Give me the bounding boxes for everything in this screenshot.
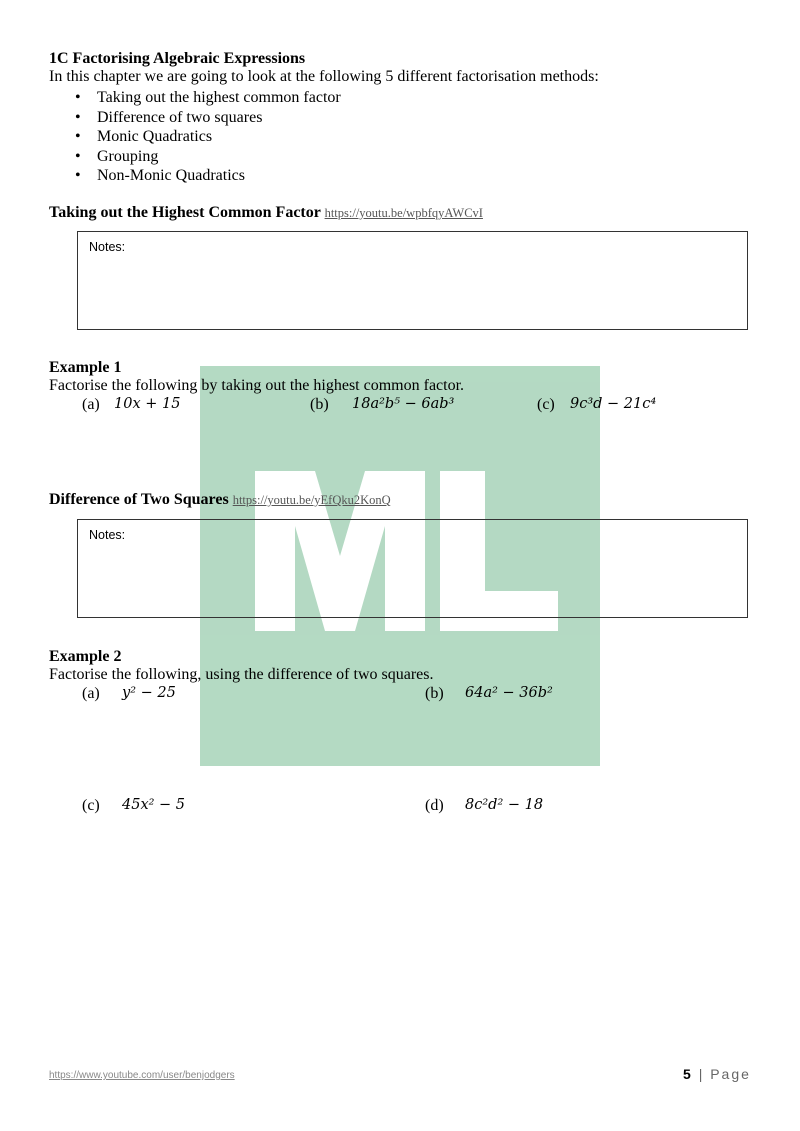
notes-box[interactable] (77, 519, 748, 618)
expression: 45x² − 5 (122, 797, 186, 813)
heading-text: Taking out the Highest Common Factor (49, 204, 321, 221)
expression: 8c²d² − 18 (465, 797, 544, 813)
page-label: | Page (698, 1066, 751, 1082)
page-number (683, 1066, 751, 1082)
item-label: (c) (82, 797, 100, 814)
heading-text: Difference of Two Squares (49, 491, 229, 508)
intro-text: In this chapter we are going to look at the following 5 different factorisation methods: (49, 68, 599, 85)
video-link[interactable]: https://youtu.be/wpbfqyAWCvI (324, 206, 483, 220)
example1-instruction: Factorise the following by taking out the highest common factor. (49, 377, 465, 394)
notes-box[interactable] (77, 231, 748, 330)
page-number-value: 5 (683, 1066, 693, 1082)
item-label: (d) (425, 797, 444, 814)
list-item: • Non-Monic Quadratics (49, 166, 341, 186)
expression: 9c³d − 21c⁴ (570, 396, 657, 412)
expression: y² − 25 (122, 685, 176, 701)
section-heading-dots (49, 491, 391, 509)
expression: 64a² − 36b² (465, 685, 553, 701)
section-heading-hcf (49, 204, 483, 222)
expression: 18a²b⁵ − 6ab³ (352, 396, 455, 412)
footer-link[interactable]: https://www.youtube.com/user/benjodgers (49, 1070, 235, 1081)
notes-label: Notes: (89, 240, 126, 254)
example2-heading: Example 2 (49, 648, 122, 665)
example2-instruction: Factorise the following, using the difference of two squares. (49, 666, 434, 683)
methods-list (49, 88, 341, 186)
item-label: (a) (82, 396, 100, 413)
video-link[interactable]: https://youtu.be/yEfQku2KonQ (232, 493, 391, 507)
item-label: (b) (425, 685, 444, 702)
list-item: • Monic Quadratics (49, 127, 341, 147)
item-label: (b) (310, 396, 329, 413)
expression: 10x + 15 (114, 396, 181, 412)
item-label: (c) (537, 396, 555, 413)
page-title: 1C Factorising Algebraic Expressions (49, 50, 306, 67)
notes-label: Notes: (89, 528, 126, 542)
example1-heading: Example 1 (49, 359, 122, 376)
item-label: (a) (82, 685, 100, 702)
list-item: • Taking out the highest common factor (49, 88, 341, 108)
list-item: • Difference of two squares (49, 108, 341, 128)
list-item: • Grouping (49, 147, 341, 167)
